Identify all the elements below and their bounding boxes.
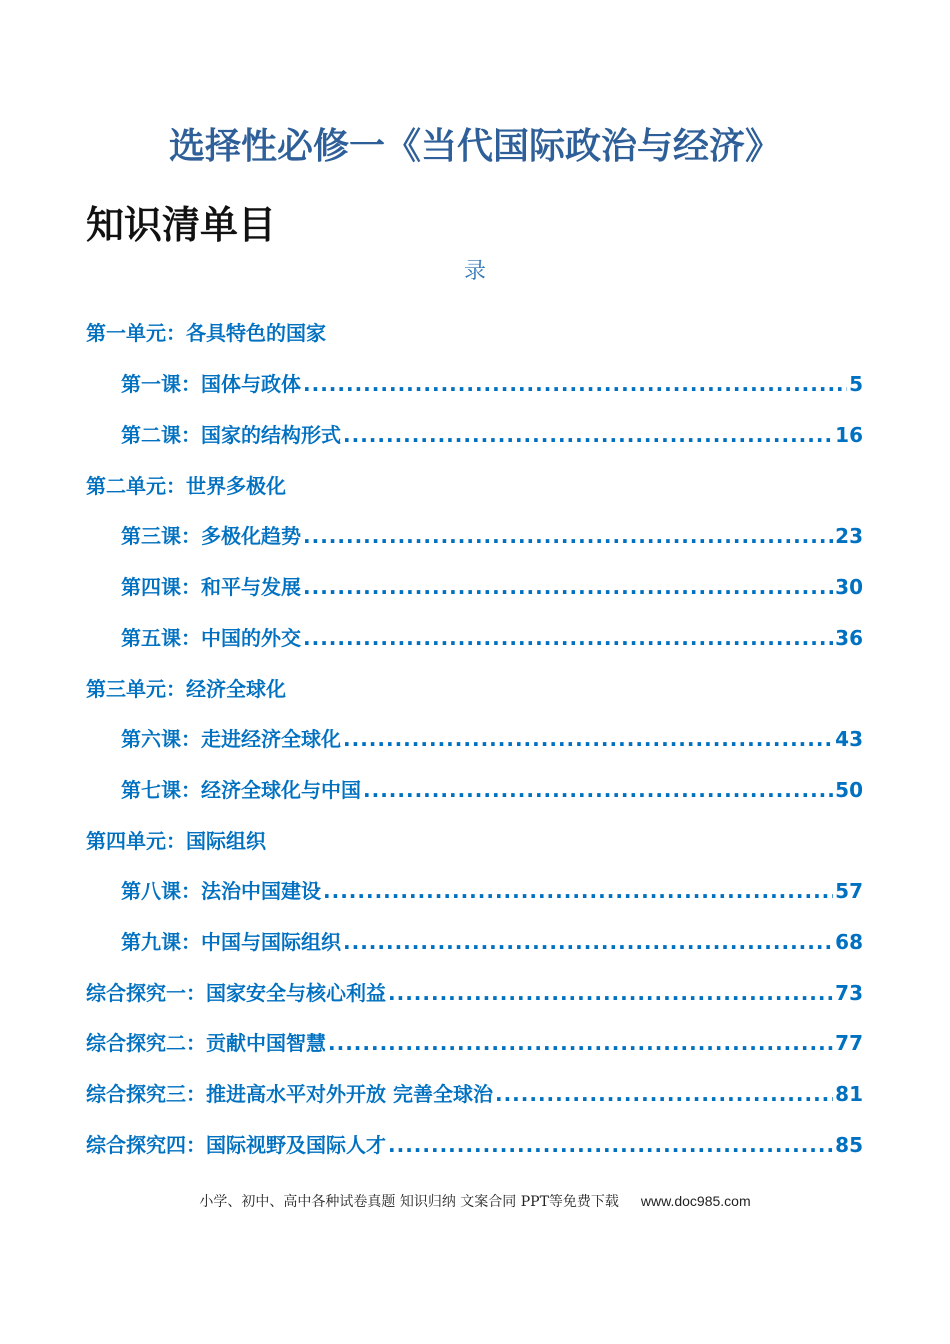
toc-lesson-3[interactable] xyxy=(121,520,863,550)
dot-leader xyxy=(303,575,833,599)
dot-leader xyxy=(343,930,833,954)
toc-page-number: 16 xyxy=(835,423,863,447)
toc-page-number: 77 xyxy=(835,1031,863,1055)
toc-unit-1[interactable] xyxy=(86,317,326,347)
dot-leader xyxy=(303,524,833,548)
footer-site-link[interactable]: www.doc985.com xyxy=(640,1193,751,1209)
toc-lesson-label: 第三课：多极化趋势 xyxy=(121,524,301,548)
toc-page-number: 68 xyxy=(835,930,863,954)
dot-leader xyxy=(343,727,833,751)
toc-lesson-5[interactable] xyxy=(121,622,863,652)
toc-exploration-label: 综合探究二：贡献中国智慧 xyxy=(86,1031,326,1055)
toc-lesson-9[interactable] xyxy=(121,926,863,956)
toc-lesson-1[interactable] xyxy=(121,368,863,398)
toc-page-number: 50 xyxy=(835,778,863,802)
toc-exploration-3[interactable] xyxy=(86,1078,863,1108)
toc-unit-label: 第一单元：各具特色的国家 xyxy=(86,321,326,345)
toc-unit-2[interactable] xyxy=(86,470,286,500)
dot-leader xyxy=(323,879,833,903)
dot-leader xyxy=(388,1133,833,1157)
toc-lesson-4[interactable] xyxy=(121,571,863,601)
toc-lesson-7[interactable] xyxy=(121,774,863,804)
toc-lesson-label: 第九课：中国与国际组织 xyxy=(121,930,341,954)
toc-unit-label: 第二单元：世界多极化 xyxy=(86,474,286,498)
toc-page-number: 85 xyxy=(835,1133,863,1157)
toc-lesson-label: 第一课：国体与政体 xyxy=(121,372,301,396)
toc-lesson-label: 第五课：中国的外交 xyxy=(121,626,301,650)
toc-exploration-1[interactable] xyxy=(86,977,863,1007)
knowledge-list-heading: 知识清单目 xyxy=(86,203,277,247)
toc-page-number: 5 xyxy=(849,372,863,396)
toc-exploration-label: 综合探究四：国际视野及国际人才 xyxy=(86,1133,386,1157)
toc-exploration-label: 综合探究三：推进高水平对外开放 完善全球治 xyxy=(86,1082,493,1106)
toc-page-number: 23 xyxy=(835,524,863,548)
toc-page-number: 30 xyxy=(835,575,863,599)
dot-leader xyxy=(328,1031,833,1055)
dot-leader xyxy=(343,423,833,447)
toc-unit-label: 第三单元：经济全球化 xyxy=(86,677,286,701)
dot-leader xyxy=(495,1082,833,1106)
toc-lesson-8[interactable] xyxy=(121,875,863,905)
document-title: 选择性必修一《当代国际政治与经济》 xyxy=(168,126,781,167)
toc-page-number: 43 xyxy=(835,727,863,751)
toc-lesson-label: 第四课：和平与发展 xyxy=(121,575,301,599)
toc-lesson-label: 第二课：国家的结构形式 xyxy=(121,423,341,447)
toc-page-number: 81 xyxy=(835,1082,863,1106)
toc-unit-4[interactable] xyxy=(86,825,266,855)
toc-page-number: 36 xyxy=(835,626,863,650)
heading-tail-character: 录 xyxy=(463,259,486,284)
toc-page-number: 73 xyxy=(835,981,863,1005)
toc-unit-label: 第四单元：国际组织 xyxy=(86,829,266,853)
dot-leader xyxy=(303,626,833,650)
toc-page-number: 57 xyxy=(835,879,863,903)
toc-lesson-2[interactable] xyxy=(121,419,863,449)
toc-exploration-4[interactable] xyxy=(86,1129,863,1159)
dot-leader xyxy=(388,981,833,1005)
toc-exploration-2[interactable] xyxy=(86,1027,863,1057)
toc-unit-3[interactable] xyxy=(86,673,286,703)
dot-leader xyxy=(363,778,833,802)
toc-lesson-label: 第八课：法治中国建设 xyxy=(121,879,321,903)
dot-leader xyxy=(303,372,847,396)
toc-exploration-label: 综合探究一：国家安全与核心利益 xyxy=(86,981,386,1005)
page-footer xyxy=(0,1191,950,1211)
footer-text: 小学、初中、高中各种试卷真题 知识归纳 文案合同 PPT等免费下载 xyxy=(199,1194,619,1210)
toc-lesson-label: 第七课：经济全球化与中国 xyxy=(121,778,361,802)
toc-lesson-label: 第六课：走进经济全球化 xyxy=(121,727,341,751)
toc-lesson-6[interactable] xyxy=(121,723,863,753)
